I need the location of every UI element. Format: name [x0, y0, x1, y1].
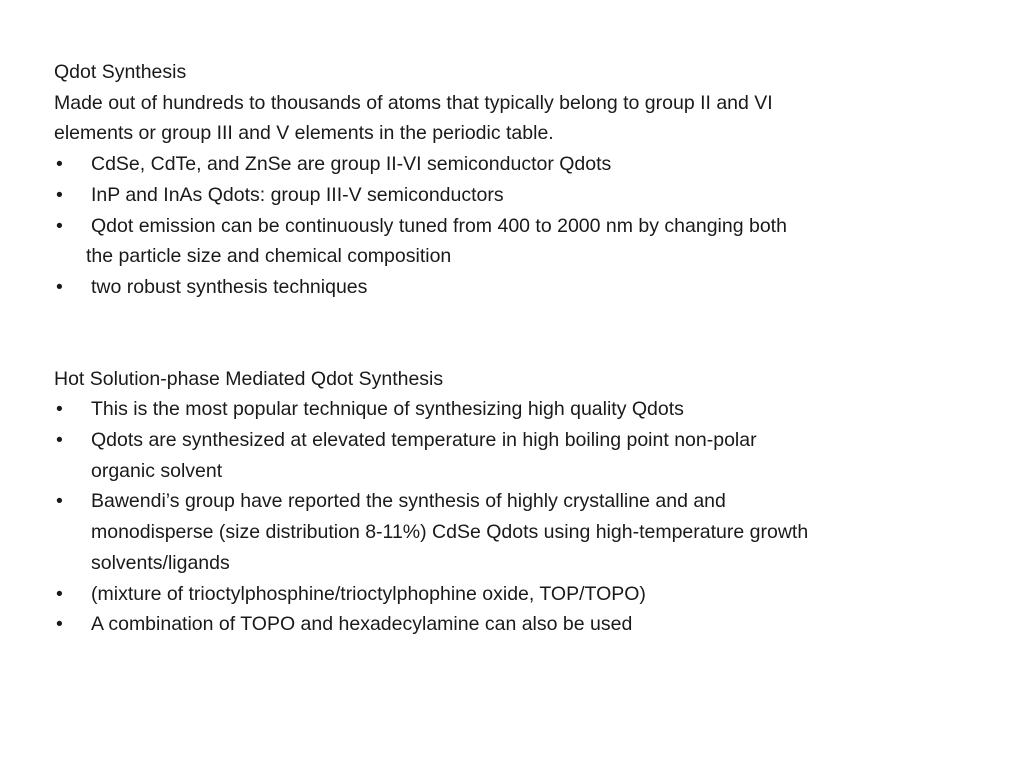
list-item: [54, 180, 974, 211]
bullet-line: organic solvent: [91, 459, 223, 482]
bullet-line: Qdots are synthesized at elevated temperature in high boiling point non-polar: [91, 429, 757, 452]
bullet-icon: •: [56, 153, 63, 176]
bullet-icon: •: [56, 613, 63, 636]
bullet-icon: •: [56, 398, 63, 421]
section2-bullet-list: [54, 394, 974, 640]
bullet-icon: •: [56, 490, 63, 513]
bullet-line: A combination of TOPO and hexadecylamine can also be used: [91, 613, 633, 636]
list-item: [54, 394, 974, 425]
list-item: [54, 425, 974, 486]
bullet-icon: •: [56, 582, 63, 605]
bullet-text: InP and InAs Qdots: group III-V semiconductors: [91, 183, 504, 206]
list-item: [54, 486, 974, 578]
list-item: [54, 609, 974, 640]
bullet-line: solvents/ligands: [91, 551, 230, 574]
bullet-text: two robust synthesis techniques: [91, 275, 368, 298]
section1-intro-line2: elements or group III and V elements in the periodic table.: [54, 122, 554, 145]
bullet-line: monodisperse (size distribution 8-11%) CdSe Qdots using high-temperature growth: [91, 521, 809, 544]
bullet-text-continuation: the particle size and chemical composition: [86, 245, 452, 268]
bullet-icon: •: [56, 214, 63, 237]
bullet-icon: •: [56, 429, 63, 452]
list-item: [54, 272, 974, 303]
bullet-line: This is the most popular technique of synthesizing high quality Qdots: [91, 398, 684, 421]
section1-title: Qdot Synthesis: [54, 61, 187, 83]
bullet-icon: •: [56, 275, 63, 298]
bullet-line: Bawendi’s group have reported the synthesis of highly crystalline and and: [91, 490, 726, 513]
section2-title: Hot Solution-phase Mediated Qdot Synthesis: [54, 367, 444, 390]
section1-bullet-list: [54, 149, 974, 303]
bullet-text: CdSe, CdTe, and ZnSe are group II-VI semiconductor Qdots: [91, 153, 612, 176]
slide-body: [54, 57, 974, 640]
list-item: [54, 579, 974, 610]
bullet-icon: •: [56, 183, 63, 206]
bullet-text: Qdot emission can be continuously tuned from 400 to 2000 nm by changing both: [91, 214, 787, 237]
section1-intro-line1: Made out of hundreds to thousands of atoms that typically belong to group II and VI: [54, 91, 773, 114]
bullet-line: (mixture of trioctylphosphine/trioctylphophine oxide, TOP/TOPO): [91, 582, 646, 605]
list-item: [54, 211, 974, 272]
section-spacer: [54, 303, 974, 364]
list-item: [54, 149, 974, 180]
